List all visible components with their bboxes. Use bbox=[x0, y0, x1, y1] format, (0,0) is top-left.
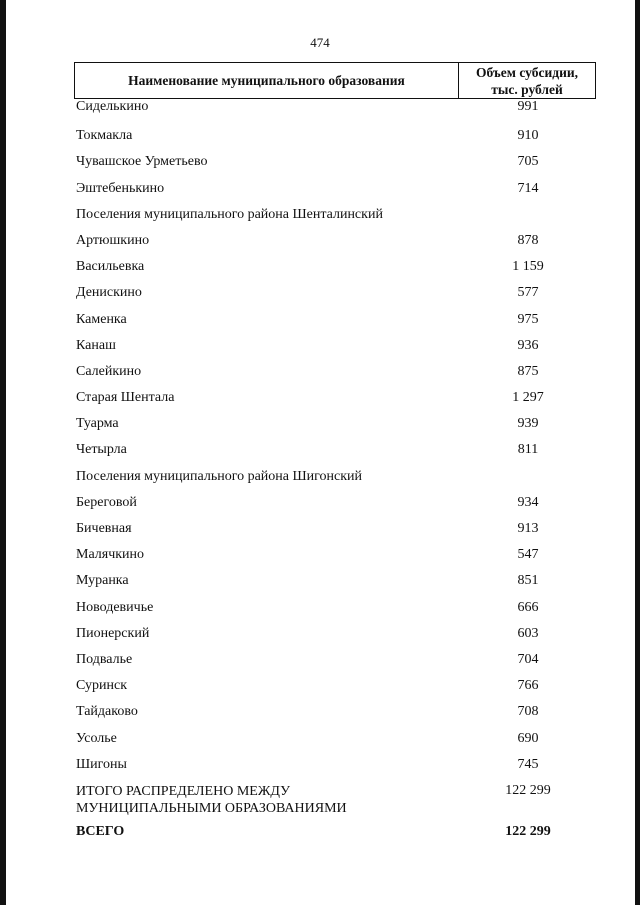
section-heading-row bbox=[0, 204, 640, 230]
municipality-name: Тайдаково bbox=[76, 704, 138, 720]
total-label bbox=[76, 783, 347, 817]
subsidy-value: 708 bbox=[517, 704, 539, 720]
table-row bbox=[0, 518, 640, 544]
section-heading: Поселения муниципального района Шенталинский bbox=[76, 206, 383, 222]
table-row bbox=[0, 230, 640, 256]
table-row bbox=[0, 178, 640, 204]
table-row bbox=[0, 282, 640, 308]
subsidy-value: 666 bbox=[517, 599, 539, 615]
table-row bbox=[0, 675, 640, 701]
subsidy-value: 913 bbox=[517, 521, 539, 536]
subsidy-value: 766 bbox=[517, 678, 539, 694]
table-row bbox=[0, 151, 640, 177]
table-row bbox=[0, 413, 640, 439]
municipality-name: Эштебенькино bbox=[76, 180, 165, 196]
municipality-name: Новодевичье bbox=[76, 599, 154, 615]
section-heading-row bbox=[0, 466, 640, 492]
municipality-name: Муранка bbox=[76, 573, 129, 589]
subsidy-value: 705 bbox=[517, 154, 539, 170]
municipality-name: Суринск bbox=[76, 678, 127, 694]
municipality-name: Васильевка bbox=[76, 259, 145, 275]
subsidy-value: 1 297 bbox=[512, 390, 544, 406]
municipality-name: Канаш bbox=[76, 337, 116, 353]
table-row bbox=[0, 125, 640, 151]
table-row bbox=[0, 649, 640, 675]
municipality-name: Береговой bbox=[76, 494, 137, 510]
municipality-name: Каменка bbox=[76, 311, 127, 327]
header-value-line2: тыс. рублей bbox=[491, 81, 563, 97]
municipality-name: Четырла bbox=[76, 442, 127, 458]
subsidy-value: 936 bbox=[517, 337, 539, 353]
grand-total-label: ВСЕГО bbox=[76, 823, 125, 839]
table-row bbox=[0, 99, 640, 125]
municipality-name: Артюшкино bbox=[76, 232, 150, 248]
subsidy-value: 704 bbox=[517, 651, 539, 667]
subsidy-value: 1 159 bbox=[512, 259, 544, 275]
total-row bbox=[0, 780, 640, 824]
subsidy-value: 547 bbox=[517, 547, 539, 563]
table-row bbox=[0, 570, 640, 596]
municipality-name: Шигоны bbox=[76, 756, 127, 772]
table-row bbox=[0, 309, 640, 335]
table-body bbox=[0, 99, 640, 848]
subsidy-value: 811 bbox=[517, 442, 539, 458]
table-row bbox=[0, 623, 640, 649]
municipality-name: Малячкино bbox=[76, 547, 145, 563]
table-row bbox=[0, 361, 640, 387]
municipality-name: Токмакла bbox=[76, 128, 133, 144]
page-number: 474 bbox=[310, 35, 330, 50]
header-value-line1: Объем субсидии, bbox=[475, 64, 578, 80]
table-header bbox=[74, 62, 596, 99]
municipality-name: Салейкино bbox=[76, 363, 142, 379]
subsidy-value: 603 bbox=[517, 625, 539, 641]
header-value-column bbox=[459, 63, 595, 98]
municipality-name: Подвалье bbox=[76, 651, 133, 667]
total-value: 122 299 bbox=[505, 782, 551, 798]
municipality-name: Сиделькино bbox=[76, 99, 149, 114]
subsidy-value: 991 bbox=[517, 99, 539, 114]
subsidy-value: 934 bbox=[517, 494, 539, 510]
grand-total-row bbox=[0, 824, 640, 848]
subsidy-value: 851 bbox=[517, 573, 539, 589]
header-name-column: Наименование муниципального образования bbox=[75, 63, 459, 98]
subsidy-value: 577 bbox=[517, 285, 539, 301]
municipality-name: Старая Шентала bbox=[76, 390, 175, 406]
municipality-name: Бичевная bbox=[76, 521, 132, 536]
table-row bbox=[0, 439, 640, 465]
table-row bbox=[0, 754, 640, 780]
subsidy-value: 939 bbox=[517, 416, 539, 432]
grand-total-value: 122 299 bbox=[505, 823, 551, 839]
subsidy-value: 878 bbox=[517, 232, 539, 248]
table-row bbox=[0, 728, 640, 754]
subsidy-value: 975 bbox=[517, 311, 539, 327]
total-label-line1: ИТОГО РАСПРЕДЕЛЕНО МЕЖДУ bbox=[76, 783, 290, 799]
table-row bbox=[0, 256, 640, 282]
table-row bbox=[0, 492, 640, 518]
municipality-name: Туарма bbox=[76, 416, 119, 432]
municipality-name: Усолье bbox=[76, 730, 117, 746]
section-heading: Поселения муниципального района Шигонский bbox=[76, 468, 363, 484]
municipality-name: Пионерский bbox=[76, 625, 150, 641]
subsidy-value: 714 bbox=[517, 180, 539, 196]
municipality-name: Денискино bbox=[76, 285, 142, 301]
subsidy-value: 875 bbox=[517, 363, 539, 379]
total-label-line2: МУНИЦИПАЛЬНЫМИ ОБРАЗОВАНИЯМИ bbox=[76, 800, 347, 816]
subsidy-value: 690 bbox=[517, 730, 539, 746]
subsidy-value: 910 bbox=[517, 128, 539, 144]
table-row bbox=[0, 701, 640, 727]
table-row bbox=[0, 544, 640, 570]
table-row bbox=[0, 597, 640, 623]
table-row bbox=[0, 387, 640, 413]
subsidy-value: 745 bbox=[517, 756, 539, 772]
table-row bbox=[0, 335, 640, 361]
municipality-name: Чувашское Урметьево bbox=[76, 154, 208, 170]
